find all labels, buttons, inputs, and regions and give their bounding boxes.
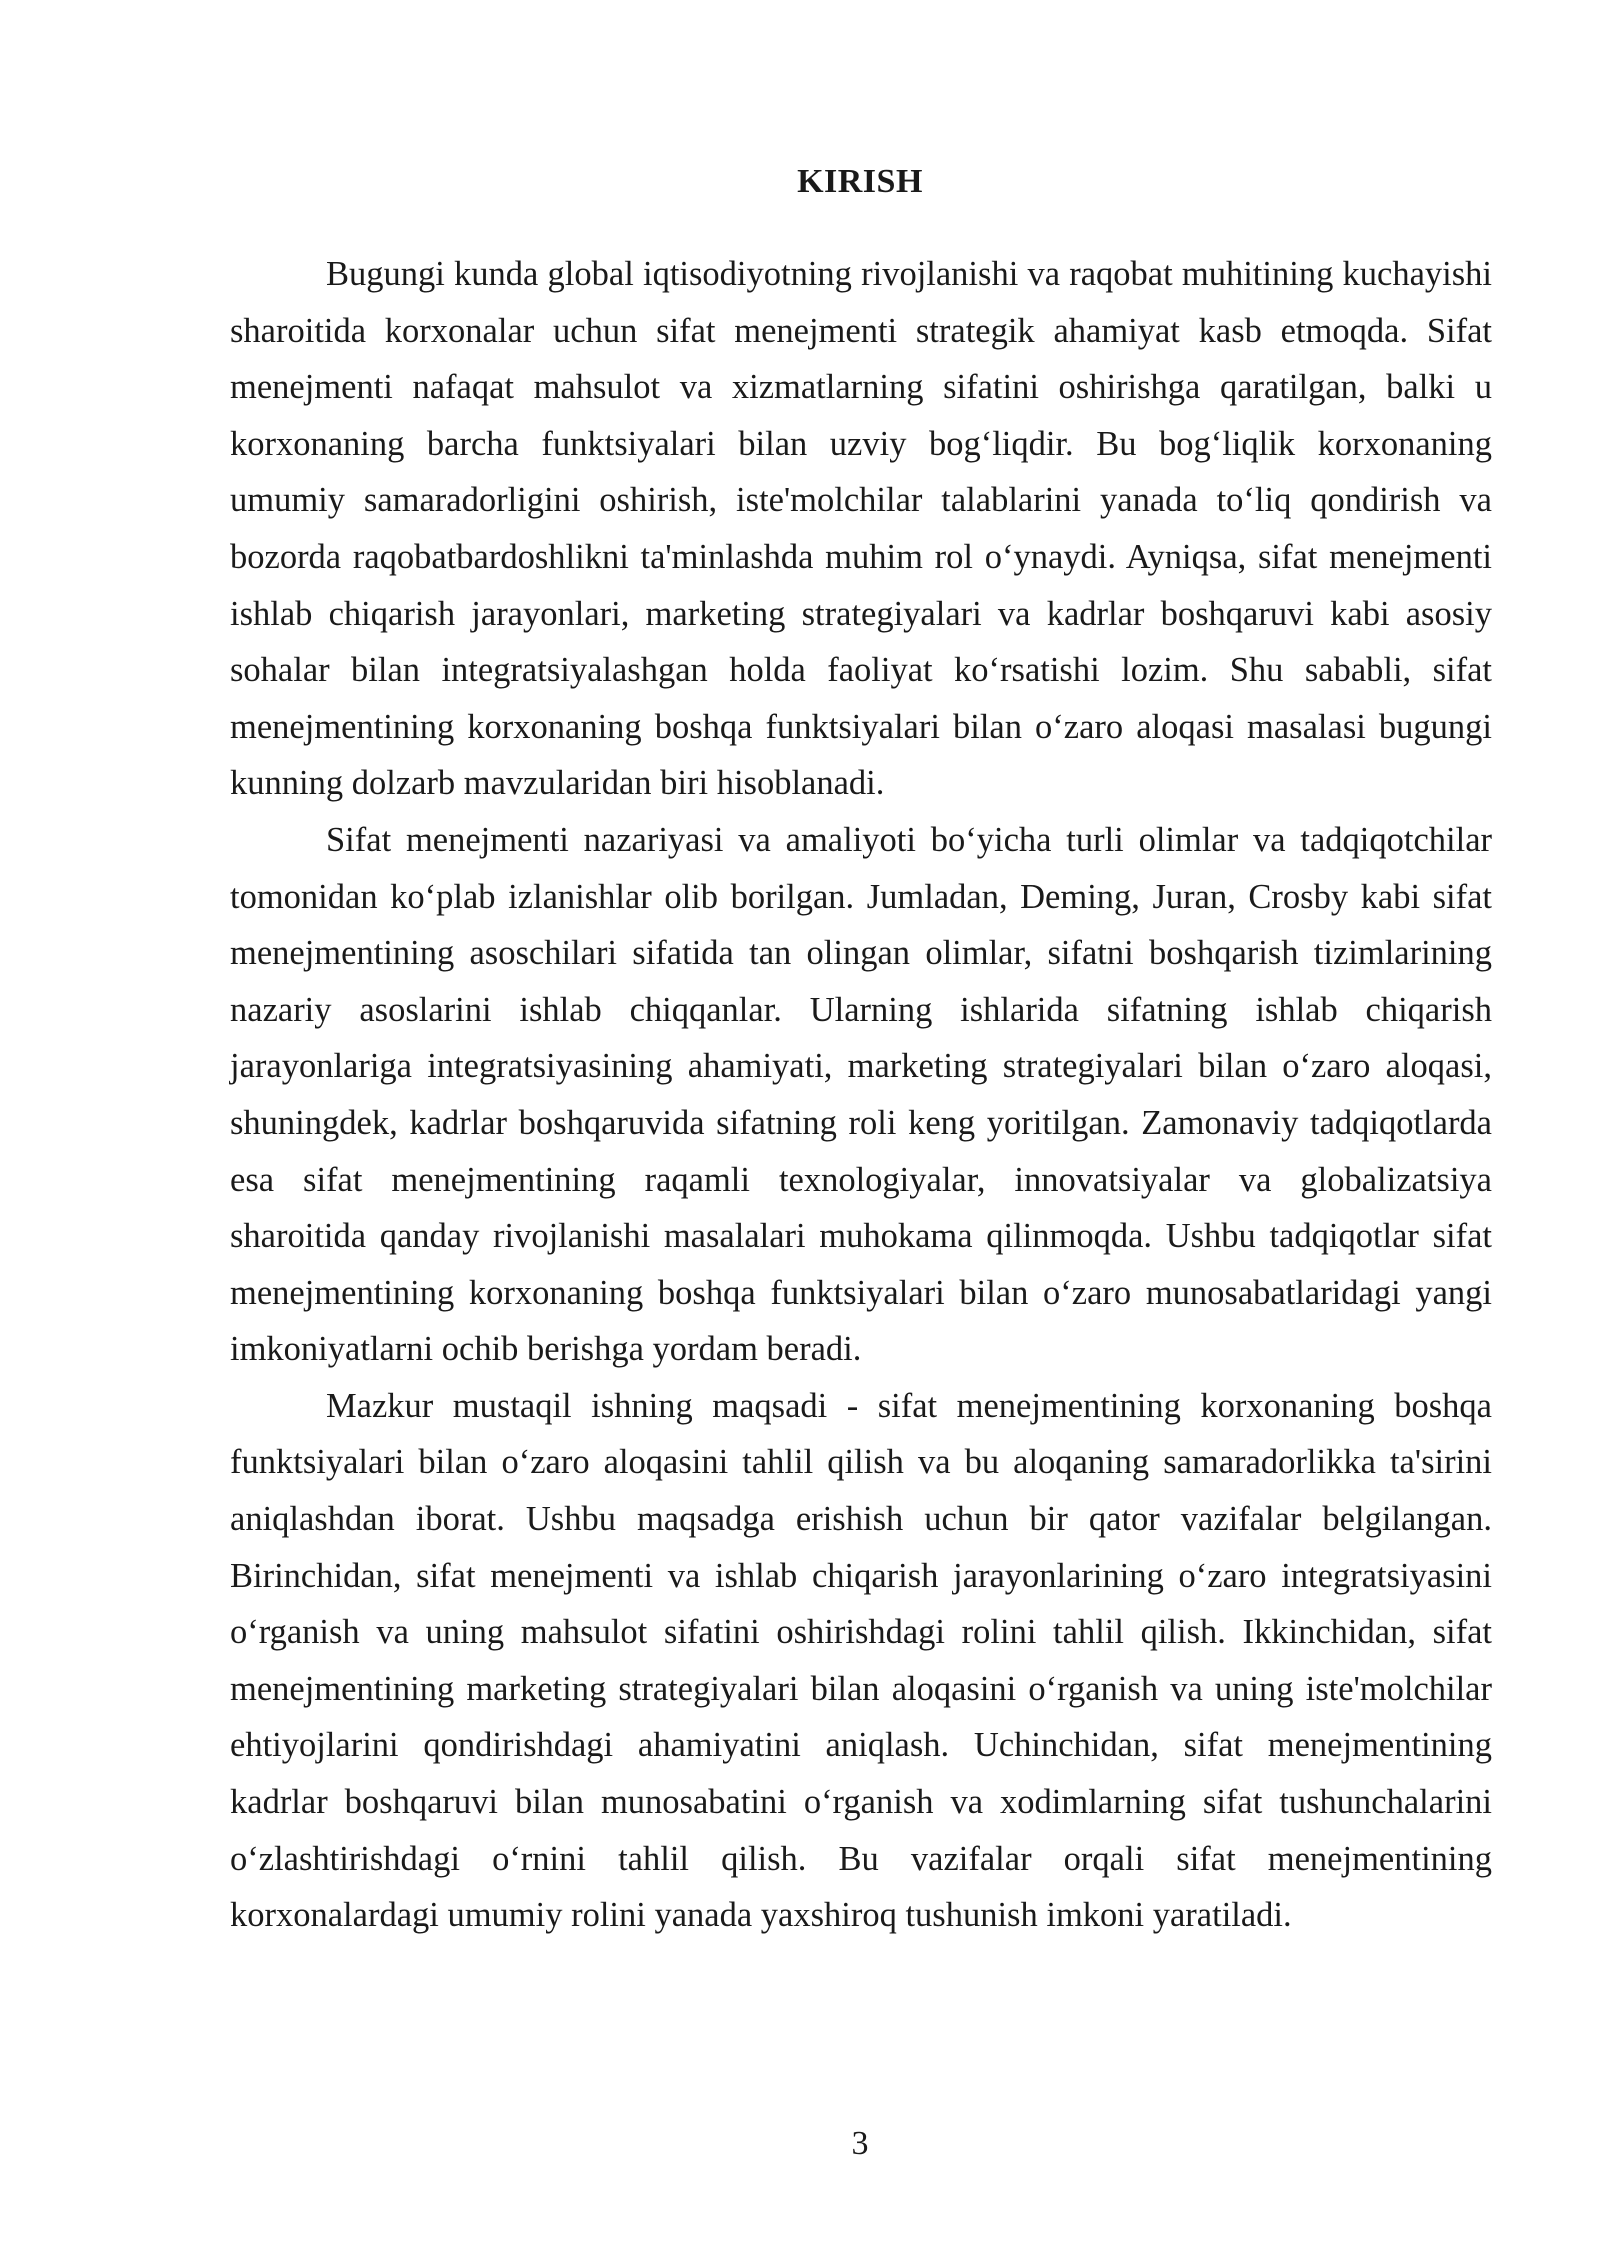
paragraph-literature-review: Sifat menejmenti nazariyasi va amaliyoti bo‘yicha turli olimlar va tadqiqotchilar tomonidan ko‘plab izlanishlar olib borilgan. Jumladan, Deming, Juran, Crosby kabi sifat menejmentining asoschilari sifatida tan olingan olimlar, sifatni boshqarish tizimlarining nazariy asoslarini ishlab chiqqanlar. Ularning ishlarida sifatning ishlab chiqarish jarayonlariga integratsiyasining ahamiyati, marketing strategiyalari bilan o‘zaro aloqasi, shuningdek, kadrlar boshqaruvida sifatning roli keng yoritilgan. Zamonaviy tadqiqotlarda esa sifat menejmentining raqamli texnologiyalar, innovatsiyalar va globalizatsiya sharoitida qanday rivojlanishi masalalari muhokama qilinmoqda. Ushbu tadqiqotlar sifat menejmentining korxonaning boshqa funktsiyalari bilan o‘zaro munosabatlaridagi yangi imkoniyatlarni ochib berishga yordam beradi. bbox=[230, 820, 1492, 1369]
paragraph-objectives: Mazkur mustaqil ishning maqsadi - sifat menejmentining korxonaning boshqa funktsiyalari bilan o‘zaro aloqasini tahlil qilish va bu aloqaning samaradorlikka ta'sirini aniqlashdan iborat. Ushbu maqsadga erishish uchun bir qator vazifalar belgilangan. Birinchidan, sifat menejmenti va ishlab chiqarish jarayonlarining o‘zaro integratsiyasini o‘rganish va uning mahsulot sifatini oshirishdagi rolini tahlil qilish. Ikkinchidan, sifat menejmentining marketing strategiyalari bilan aloqasini o‘rganish va uning iste'molchilar ehtiyojlarini qondirishdagi ahamiyatini aniqlash. Uchinchidan, sifat menejmentining kadrlar boshqaruvi bilan munosabatini o‘rganish va xodimlarning sifat tushunchalarini o‘zlashtirishdagi o‘rnini tahlil qilish. Bu vazifalar orqali sifat menejmentining korxonalardagi umumiy rolini yanada yaxshiroq tushunish imkoni yaratiladi. bbox=[230, 1386, 1492, 1935]
page-number: 3 bbox=[851, 2125, 869, 2162]
paragraph-intro: Bugungi kunda global iqtisodiyotning rivojlanishi va raqobat muhitining kuchayishi sharoitida korxonalar uchun sifat menejmenti strategik ahamiyat kasb etmoqda. Sifat menejmenti nafaqat mahsulot va xizmatlarning sifatini oshirishga qaratilgan, balki u korxonaning barcha funktsiyalari bilan uzviy bog‘liqdir. Bu bog‘liqlik korxonaning umumiy samaradorligini oshirish, iste'molchilar talablarini yanada to‘liq qondirish va bozorda raqobatbardoshlikni ta'minlashda muhim rol o‘ynaydi. Ayniqsa, sifat menejmenti ishlab chiqarish jarayonlari, marketing strategiyalari va kadrlar boshqaruvi kabi asosiy sohalar bilan integratsiyalashgan holda faoliyat ko‘rsatishi lozim. Shu sababli, sifat menejmentining korxonaning boshqa funktsiyalari bilan o‘zaro aloqasi masalasi bugungi kunning dolzarb mavzularidan biri hisoblanadi. bbox=[230, 255, 1492, 803]
body-text bbox=[230, 246, 1492, 1944]
section-title: KIRISH bbox=[797, 163, 923, 200]
